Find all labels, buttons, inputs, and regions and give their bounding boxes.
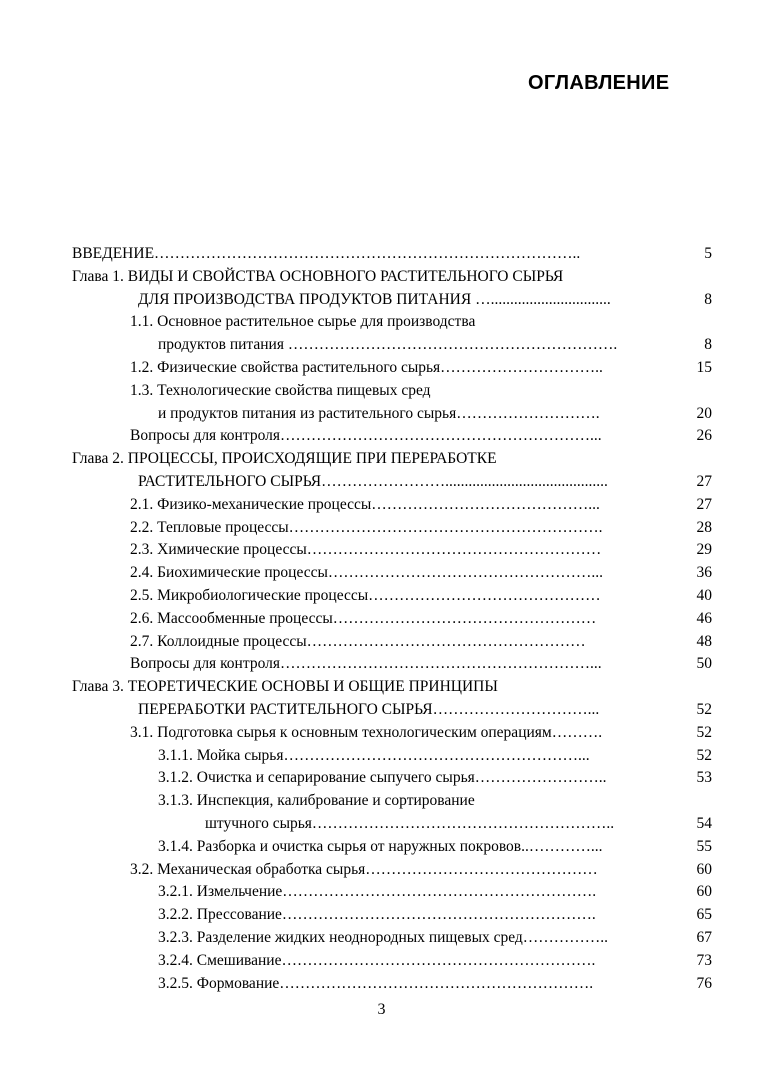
toc-entry-page: 52: [696, 701, 712, 718]
toc-entry-title: 2.5. Микробиологические процессы………………………………………: [130, 587, 601, 604]
toc-entry: [0, 357, 763, 379]
toc-entry-title: 3.1.3. Инспекция, калибрование и сортирование: [158, 792, 475, 810]
toc-entry-page: 26: [696, 427, 712, 445]
toc-entry: [0, 539, 763, 561]
toc-entry: [0, 380, 763, 402]
toc-entry: [0, 927, 763, 949]
toc-entry: [0, 334, 763, 356]
toc-entry-page: 15: [696, 359, 712, 376]
toc-entry-page: 60: [696, 860, 712, 878]
toc-entry-page: 8: [704, 290, 712, 308]
toc-entry-title: 3.2.2. Прессование…………………………………………………….: [158, 906, 596, 924]
toc-entry: [0, 881, 763, 903]
toc-entry: [0, 973, 763, 995]
toc-entry-title: 3.2.5. Формование…………………………………………………….: [158, 974, 594, 992]
toc-entry-title: ВВЕДЕНИЕ………………………………………………………………………..: [72, 245, 581, 262]
toc-entry: [0, 722, 763, 744]
toc-entry-page: 8: [704, 336, 712, 354]
toc-entry: [0, 471, 763, 493]
toc-entry-title: 2.4. Биохимические процессы……………………………………………...: [130, 564, 604, 582]
toc-entry-page: 40: [696, 587, 712, 604]
toc-entry-page: 53: [696, 769, 712, 787]
toc-entry-title: Глава 3. ТЕОРЕТИЧЕСКИЕ ОСНОВЫ И ОБЩИЕ ПРИНЦИПЫ: [72, 678, 498, 696]
toc-entry: [0, 517, 763, 539]
toc-entry-title: 1.2. Физические свойства растительного сырья…………………………..: [130, 359, 603, 376]
toc-entry: [0, 813, 763, 835]
toc-entry: [0, 836, 763, 858]
toc-entry-title: 3.1. Подготовка сырья к основным технологическим операциям……….: [130, 723, 603, 741]
toc-entry: [0, 289, 763, 311]
toc-entry-page: 28: [696, 518, 712, 536]
toc-entry-title: 1.1. Основное растительное сырье для производства: [130, 313, 476, 331]
toc-entry-page: 5: [704, 245, 712, 262]
toc-entry-page: 54: [696, 815, 712, 832]
toc-entry-page: 48: [696, 632, 712, 650]
toc-entry: [0, 950, 763, 972]
toc-entry-title: Глава 1. ВИДЫ И СВОЙСТВА ОСНОВНОГО РАСТИТЕЛЬНОГО СЫРЬЯ: [72, 267, 564, 285]
page-title: ОГЛАВЛЕНИЕ: [528, 72, 670, 94]
toc-entry-title: продуктов питания ……………………………………………………….: [158, 336, 618, 354]
toc-entry-title: Вопросы для контроля……………………………………………………...: [130, 655, 602, 673]
toc-entry-title: 3.1.1. Мойка сырья…………………………………………………...: [158, 746, 590, 764]
toc-entry-title: 3.1.2. Очистка и сепарирование сыпучего сырья……………………..: [158, 769, 607, 787]
toc-entry-title: 3.2.4. Смешивание…………………………………………………….: [158, 951, 596, 969]
toc-entry-title: 2.1. Физико-механические процессы……………………………………...: [130, 495, 600, 513]
toc-entry-title: и продуктов питания из растительного сырья……………………….: [158, 404, 600, 422]
toc-entry: [0, 448, 763, 470]
toc-entry-page: 50: [696, 655, 712, 673]
toc-entry-title: 1.3. Технологические свойства пищевых сред: [130, 381, 431, 399]
toc-entry: [0, 425, 763, 447]
toc-entry-page: 76: [696, 974, 712, 992]
toc-entry-title: 3.1.4. Разборка и очистка сырья от наружных покровов..…………...: [158, 837, 603, 855]
toc-entry-page: 65: [696, 906, 712, 924]
toc-entry-page: 20: [696, 404, 712, 422]
page-number: 3: [377, 1001, 386, 1018]
toc-entry: [0, 699, 763, 721]
toc-entry: [0, 266, 763, 288]
toc-entry-title: ДЛЯ ПРОИЗВОДСТВА ПРОДУКТОВ ПИТАНИЯ …...............................: [138, 290, 611, 308]
toc-entry: [0, 676, 763, 698]
toc-entry: [0, 631, 763, 653]
toc-entry: [0, 585, 763, 607]
toc-entry-title: 2.7. Коллоидные процессы………………………………………………: [130, 632, 586, 650]
toc-entry-title: ПЕРЕРАБОТКИ РАСТИТЕЛЬНОГО СЫРЬЯ…………………………...: [138, 701, 600, 718]
toc-entry-title: 2.2. Тепловые процессы…………………………………………………….: [130, 518, 603, 536]
toc-entry: [0, 904, 763, 926]
toc-entry: [0, 494, 763, 516]
toc-entry-page: 27: [696, 473, 712, 490]
toc-entry-title: 3.2. Механическая обработка сырья………………………………………: [130, 860, 598, 878]
toc-entry-page: 55: [696, 837, 712, 855]
toc-entry: [0, 767, 763, 789]
toc-entry: [0, 562, 763, 584]
toc-entry-page: 29: [696, 541, 712, 559]
toc-entry-page: 73: [696, 951, 712, 969]
toc-entry-title: РАСТИТЕЛЬНОГО СЫРЬЯ……………………..........................................: [138, 473, 608, 490]
toc-entry: [0, 243, 763, 265]
toc-entry: [0, 311, 763, 333]
toc-entry-title: 3.2.3. Разделение жидких неоднородных пищевых сред……………..: [158, 929, 609, 946]
toc-entry: [0, 608, 763, 630]
toc-entry-title: 3.2.1. Измельчение…………………………………………………….: [158, 883, 597, 901]
toc-entry: [0, 745, 763, 767]
toc-entry: [0, 403, 763, 425]
toc-entry-page: 36: [696, 564, 712, 582]
toc-entry-page: 27: [696, 495, 712, 513]
toc-entry-page: 52: [696, 746, 712, 764]
toc-entry: [0, 653, 763, 675]
toc-entry-title: 2.6. Массообменные процессы……………………………………………: [130, 609, 597, 627]
toc-entry-page: 52: [696, 723, 712, 741]
toc-entry-title: штучного сырья…………………………………………………..: [205, 815, 615, 832]
toc-entry: [0, 790, 763, 812]
toc-entry-title: Вопросы для контроля……………………………………………………...: [130, 427, 602, 445]
toc-entry-page: 60: [696, 883, 712, 901]
toc-entry-page: 67: [696, 929, 712, 946]
toc-entry-page: 46: [696, 609, 712, 627]
toc-entry-title: 2.3. Химические процессы…………………………………………………: [130, 541, 602, 559]
toc-entry-title: Глава 2. ПРОЦЕССЫ, ПРОИСХОДЯЩИЕ ПРИ ПЕРЕРАБОТКЕ: [72, 450, 497, 468]
toc-entry: [0, 859, 763, 881]
